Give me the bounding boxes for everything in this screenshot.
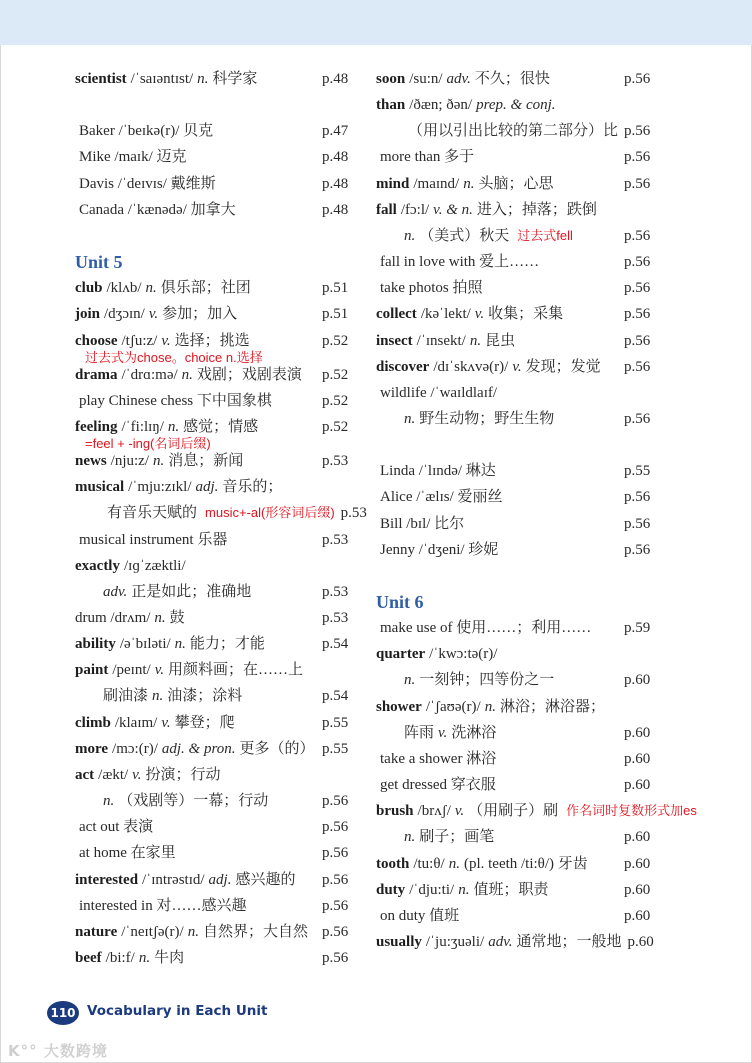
headword: duty [376, 881, 406, 898]
part-of-speech: n. [145, 280, 157, 297]
vocab-entry [75, 122, 349, 140]
page-reference: p.52 [322, 366, 349, 383]
phonetic: /tu:θ/ [413, 855, 445, 872]
headword: tooth [376, 855, 410, 872]
page-reference: p.56 [624, 71, 651, 87]
vocab-entry [376, 515, 651, 533]
page-reference: p.59 [624, 620, 651, 637]
vocab-entry [75, 452, 349, 470]
unit-heading [376, 593, 424, 611]
headword: ability [75, 636, 116, 653]
headword: soon [376, 71, 406, 87]
headword: climb [75, 714, 111, 731]
page-reference: p.60 [624, 907, 651, 924]
part-of-speech: n. [152, 688, 164, 705]
footer-title: Vocabulary in Each Unit [87, 1003, 268, 1019]
vocab-entry [75, 687, 349, 705]
page-reference: p.56 [322, 949, 349, 966]
headword: more [75, 740, 109, 757]
part-of-speech: adv. [103, 583, 128, 600]
headword: fall [376, 201, 397, 218]
vocab-entry [376, 462, 651, 480]
phonetic: /ˈɪnsekt/ [416, 332, 466, 349]
vocab-entry [376, 488, 651, 506]
definition: 俱乐部；社团 [160, 280, 251, 297]
phonetic: /bi:f/ [105, 949, 135, 966]
vocab-entry [376, 671, 651, 689]
page-reference: p.56 [322, 819, 349, 836]
definition: 进入；掉落；跌倒 [476, 201, 597, 218]
part-of-speech: v. [474, 306, 485, 323]
definition: 科学家 [212, 71, 258, 87]
handwritten-note: 过去式fell [517, 227, 573, 243]
page-reference: p.60 [624, 855, 651, 872]
headword: scientist [75, 71, 127, 87]
vocab-entry [376, 750, 651, 768]
part-of-speech: n. [181, 366, 193, 383]
page-reference: p.54 [322, 688, 349, 705]
headword: mind [376, 175, 410, 192]
headword: musical [75, 479, 125, 496]
headword: quarter [376, 646, 426, 663]
phonetic: /maɪnd/ [413, 175, 460, 192]
headword: join [75, 306, 101, 323]
vocab-entry [376, 384, 497, 402]
phonetic: /ɪɡˈzæktli/ [123, 557, 186, 574]
page-reference: p.51 [322, 280, 349, 297]
vocab-entry [376, 148, 651, 166]
vocab-entry [75, 557, 186, 575]
vocab-entry [75, 366, 349, 384]
page-reference: p.48 [322, 149, 349, 166]
definition: Linda /ˈlɪndə/ 琳达 [380, 463, 496, 480]
phonetic: /klaɪm/ [114, 714, 158, 731]
part-of-speech: n. [404, 227, 416, 244]
page-reference: p.56 [624, 358, 651, 375]
page-number-badge: 110 [47, 1001, 79, 1025]
phonetic: /əˈbɪləti/ [119, 636, 171, 653]
definition: take a shower 淋浴 [380, 750, 497, 767]
vocab-entry [376, 358, 651, 376]
vocab-entry [376, 332, 651, 350]
part-of-speech: n. [138, 949, 151, 966]
part-of-speech: v. & n. [433, 201, 473, 218]
definition: 牛肉 [154, 949, 185, 966]
headword: beef [75, 949, 102, 966]
definition: 能力；才能 [189, 636, 265, 653]
part-of-speech: n. [469, 332, 482, 349]
page-reference: p.53 [322, 453, 349, 470]
phonetic: /klʌb/ [106, 280, 142, 297]
page-reference: p.55 [322, 740, 349, 757]
page-reference: p.56 [624, 541, 651, 558]
headword: act [75, 766, 95, 783]
definition: 正是如此；准确地 [131, 583, 252, 600]
vocab-entry [75, 478, 282, 496]
definition: 消息；新闻 [168, 453, 244, 470]
phonetic: /ðæn; ðən/ [409, 97, 473, 114]
definition: Mike /maɪk/ 迈克 [79, 149, 187, 166]
watermark-text: 大数跨境 [43, 1042, 108, 1060]
phonetic: /ˈɪntrəstɪd/ [142, 871, 205, 888]
definition: Alice /ˈælɪs/ 爱丽丝 [380, 489, 503, 506]
phonetic: /ˈfi:lɪŋ/ [121, 418, 164, 435]
definition: 值班；职责 [473, 881, 549, 898]
vocab-entry [75, 392, 349, 410]
page-reference: p.52 [322, 392, 349, 409]
vocab-entry [75, 418, 349, 451]
definition: 一刻钟；四等份之一 [419, 672, 555, 689]
headword: discover [376, 358, 430, 375]
part-of-speech: n. [463, 175, 475, 192]
vocab-entry [376, 410, 651, 428]
definition: (pl. teeth /ti:θ/) 牙齿 [463, 855, 588, 872]
phonetic: /su:n/ [409, 71, 443, 87]
page-reference: p.60 [624, 724, 651, 741]
phonetic: /fɔ:l/ [400, 201, 430, 218]
phonetic: /brʌʃ/ [417, 803, 451, 820]
part-of-speech: n. [404, 410, 416, 427]
vocab-entry [75, 740, 349, 758]
vocab-entry [376, 175, 651, 193]
headword: choose [75, 332, 118, 349]
handwritten-note: 过去式为chose。choice n.选择 [85, 349, 263, 365]
part-of-speech: adv. [488, 933, 513, 950]
definition: musical instrument 乐器 [79, 531, 228, 548]
vocab-entry [75, 175, 349, 193]
part-of-speech: v. [154, 662, 164, 679]
definition: at home 在家里 [79, 845, 176, 862]
page-reference: p.60 [627, 933, 654, 950]
definition: 通常地；一般地 [516, 933, 622, 950]
vocab-entry [75, 844, 349, 862]
part-of-speech: n. [153, 453, 165, 470]
vocab-entry [376, 776, 651, 794]
vocab-entry [75, 583, 349, 601]
page-reference: p.53 [322, 531, 349, 548]
headword: drama [75, 366, 118, 383]
vocab-entry [75, 70, 349, 88]
headword: news [75, 453, 107, 470]
definition: 有音乐天赋的 [107, 505, 198, 522]
definition: Canada /ˈkænədə/ 加拿大 [79, 201, 236, 218]
vocab-entry [376, 645, 497, 663]
page-reference: p.56 [624, 280, 651, 297]
vocab-entry [376, 96, 556, 114]
vocab-entry [75, 635, 349, 653]
definition: 头脑；心思 [478, 175, 554, 192]
vocab-entry [376, 70, 651, 88]
part-of-speech: adj. & pron. [161, 740, 236, 757]
headword: club [75, 280, 103, 297]
definition: 参加；加入 [162, 306, 238, 323]
vocab-entry [75, 923, 349, 941]
definition: act out 表演 [79, 819, 154, 836]
page-reference: p.52 [322, 418, 349, 435]
definition: play Chinese chess 下中国象棋 [79, 392, 272, 409]
part-of-speech: n. [103, 793, 115, 810]
vocab-entry [75, 504, 367, 522]
page-reference: p.48 [322, 71, 349, 87]
part-of-speech: n. [484, 698, 496, 715]
phonetic: /dɪˈskʌvə(r)/ [433, 358, 509, 375]
part-of-speech: n. [458, 881, 470, 898]
definition: 感兴趣的 [235, 871, 296, 888]
unit-title: Unit 5 [75, 252, 123, 273]
definition: 音乐的； [222, 479, 283, 496]
page-reference: p.56 [624, 175, 651, 192]
phonetic: /ˈdrɑ:mə/ [121, 366, 178, 383]
page-reference: p.60 [624, 672, 651, 689]
part-of-speech: n. [174, 636, 186, 653]
definition: 更多（的） [239, 740, 315, 757]
vocab-entry [376, 227, 651, 245]
definition: 感觉；情感 [183, 418, 259, 435]
definition: 戏剧；戏剧表演 [196, 366, 302, 383]
definition: 刷油漆 [103, 688, 149, 705]
definition: 油漆；涂料 [167, 688, 243, 705]
vocab-entry [376, 541, 651, 559]
part-of-speech: v. [438, 724, 448, 741]
headword: than [376, 97, 406, 114]
definition: 发现；发觉 [525, 358, 601, 375]
phonetic: /ˈkwɔ:tə(r)/ [429, 646, 498, 663]
definition: （用刷子）刷 [468, 803, 559, 820]
part-of-speech: n. [187, 923, 199, 940]
vocab-entry [75, 148, 349, 166]
phonetic: /ˈʃaʊə(r)/ [425, 698, 481, 715]
page-reference: p.56 [322, 871, 349, 888]
headword: insect [376, 332, 413, 349]
handwritten-note: =feel + -ing(名词后缀) [85, 435, 211, 451]
vocab-entry [376, 279, 651, 297]
page-reference: p.48 [322, 175, 349, 192]
phonetic: /ˈneɪtʃə(r)/ [121, 923, 184, 940]
definition: interested in 对……感兴趣 [79, 897, 247, 914]
headword: nature [75, 923, 118, 940]
vocab-entry [75, 871, 349, 889]
definition: 扮演；行动 [145, 766, 221, 783]
vocab-entry [376, 828, 651, 846]
vocab-entry [75, 332, 349, 365]
page-reference: p.51 [322, 306, 349, 323]
definition: take photos 拍照 [380, 280, 483, 297]
vocab-entry [75, 531, 349, 549]
phonetic: /tʃu:z/ [121, 332, 158, 349]
definition: 阵雨 [404, 724, 435, 741]
page-reference: p.55 [322, 714, 349, 731]
page-reference: p.56 [322, 923, 349, 940]
part-of-speech: n. [167, 418, 180, 435]
phonetic: /ˈju:ʒuəli/ [425, 933, 485, 950]
vocab-entry [75, 949, 349, 967]
vocab-entry [376, 698, 605, 716]
part-of-speech: v. [454, 803, 465, 820]
page-reference: p.60 [624, 881, 651, 898]
vocab-entry [376, 305, 651, 323]
vocab-entry [75, 201, 349, 219]
definition: 选择；挑选 [174, 332, 250, 349]
page-reference: p.55 [624, 463, 651, 480]
part-of-speech: n. [404, 829, 416, 846]
vocab-entry [376, 802, 697, 820]
page-reference: p.53 [322, 583, 349, 600]
headword: paint [75, 662, 109, 679]
definition: 不久；很快 [474, 71, 550, 87]
definition: Davis /ˈdeɪvɪs/ 戴维斯 [79, 175, 216, 192]
page-reference: p.56 [624, 149, 651, 166]
definition: 淋浴；淋浴器； [499, 698, 605, 715]
page-reference: p.56 [624, 489, 651, 506]
page-reference: p.56 [322, 793, 349, 810]
part-of-speech: v. [161, 714, 171, 731]
vocab-entry [376, 724, 651, 742]
vocab-entry [75, 714, 349, 732]
definition: 昆虫 [485, 332, 516, 349]
part-of-speech: v. [132, 766, 142, 783]
unit-heading [75, 253, 123, 271]
handwritten-note: music+-al(形容词后缀) [205, 505, 335, 521]
handwritten-note: 作名词时复数形式加es [566, 803, 697, 819]
vocab-entry [376, 201, 597, 219]
headword: interested [75, 871, 139, 888]
definition: drum /drʌm/ [75, 610, 151, 626]
page-reference: p.56 [624, 306, 651, 323]
vocab-entry [376, 933, 654, 951]
definition: 刷子；画笔 [419, 829, 495, 846]
vocab-entry [75, 766, 220, 784]
phonetic: /nju:z/ [110, 453, 149, 470]
definition: （美式）秋天 [419, 227, 510, 244]
part-of-speech: prep. & conj. [476, 97, 556, 114]
page-reference: p.56 [624, 123, 651, 140]
page-reference: p.54 [322, 636, 349, 653]
definition: （戏剧等）一幕；行动 [118, 793, 269, 810]
headword: brush [376, 803, 414, 820]
part-of-speech: v. [512, 358, 522, 375]
page-reference: p.56 [624, 332, 651, 349]
headword: feeling [75, 418, 118, 435]
page-reference: p.56 [322, 845, 349, 862]
vocab-entry [75, 279, 349, 297]
page-reference: p.56 [624, 410, 651, 427]
vocab-entry [75, 792, 349, 810]
vocab-entry [376, 619, 651, 637]
definition: get dressed 穿衣服 [380, 777, 496, 794]
part-of-speech: n. [448, 855, 460, 872]
phonetic: /mɔ:(r)/ [112, 740, 158, 757]
definition: make use of 使用……；利用…… [380, 620, 592, 637]
definition: 用颜料画；在……上 [167, 662, 303, 679]
phonetic: /kəˈlekt/ [420, 306, 471, 323]
phonetic: /ækt/ [98, 766, 129, 783]
headword: shower [376, 698, 422, 715]
definition: Baker /ˈbeɪkə(r)/ 贝克 [79, 123, 214, 140]
vocab-entry [376, 881, 651, 899]
vocab-entry [75, 897, 349, 915]
page-reference: p.56 [624, 227, 651, 244]
definition: 自然界；大自然 [202, 923, 308, 940]
page-reference: p.56 [624, 515, 651, 532]
page-reference: p.56 [322, 897, 349, 914]
vocab-entry [376, 855, 651, 873]
top-band [0, 0, 752, 45]
vocab-entry [376, 907, 651, 925]
definition: （用以引出比较的第二部分）比 [408, 123, 619, 140]
definition: wildlife /ˈwaɪldlaɪf/ [380, 384, 498, 401]
page-reference: p.47 [322, 123, 349, 140]
page-reference: p.53 [322, 610, 349, 626]
definition: 洗淋浴 [451, 724, 497, 741]
part-of-speech: adv. [446, 71, 471, 87]
definition: Bill /bɪl/ 比尔 [380, 515, 465, 532]
page-reference: p.53 [340, 505, 367, 522]
part-of-speech: adj. [195, 479, 219, 496]
definition: more than 多于 [380, 149, 475, 166]
page-reference: p.56 [624, 254, 651, 271]
vocab-entry [376, 122, 651, 140]
part-of-speech: adj. [208, 871, 232, 888]
definition: 野生动物；野生生物 [419, 410, 555, 427]
part-of-speech: n. [197, 71, 209, 87]
part-of-speech: v. [161, 332, 171, 349]
page-reference: p.48 [322, 201, 349, 218]
phonetic: /ˈmju:zɪkl/ [128, 479, 192, 496]
headword: usually [376, 933, 422, 950]
part-of-speech: n. [154, 610, 166, 626]
vocab-entry [75, 609, 349, 627]
phonetic: /ˈdju:ti/ [409, 881, 455, 898]
definition: 鼓 [169, 610, 185, 626]
headword: collect [376, 306, 417, 323]
phonetic: /dʒɔɪn/ [104, 306, 145, 323]
watermark-logo: K°° 大数跨境 [8, 1042, 108, 1060]
page-reference: p.60 [624, 777, 651, 794]
part-of-speech: n. [404, 672, 416, 689]
vocab-entry [75, 661, 303, 679]
vocab-entry [75, 305, 349, 323]
vocab-entry [376, 253, 651, 271]
part-of-speech: v. [148, 306, 159, 323]
page-reference: p.60 [624, 750, 651, 767]
definition: Jenny /ˈdʒeni/ 珍妮 [380, 541, 499, 558]
definition: on duty 值班 [380, 907, 460, 924]
definition: 攀登；爬 [174, 714, 235, 731]
headword: exactly [75, 557, 120, 574]
vocab-entry [75, 818, 349, 836]
definition: 收集；采集 [488, 306, 564, 323]
page-reference: p.60 [624, 829, 651, 846]
phonetic: /peɪnt/ [112, 662, 151, 679]
definition: fall in love with 爱上…… [380, 254, 540, 271]
unit-title: Unit 6 [376, 592, 424, 612]
phonetic: /ˈsaɪəntɪst/ [130, 71, 194, 87]
page-reference: p.52 [322, 332, 349, 349]
